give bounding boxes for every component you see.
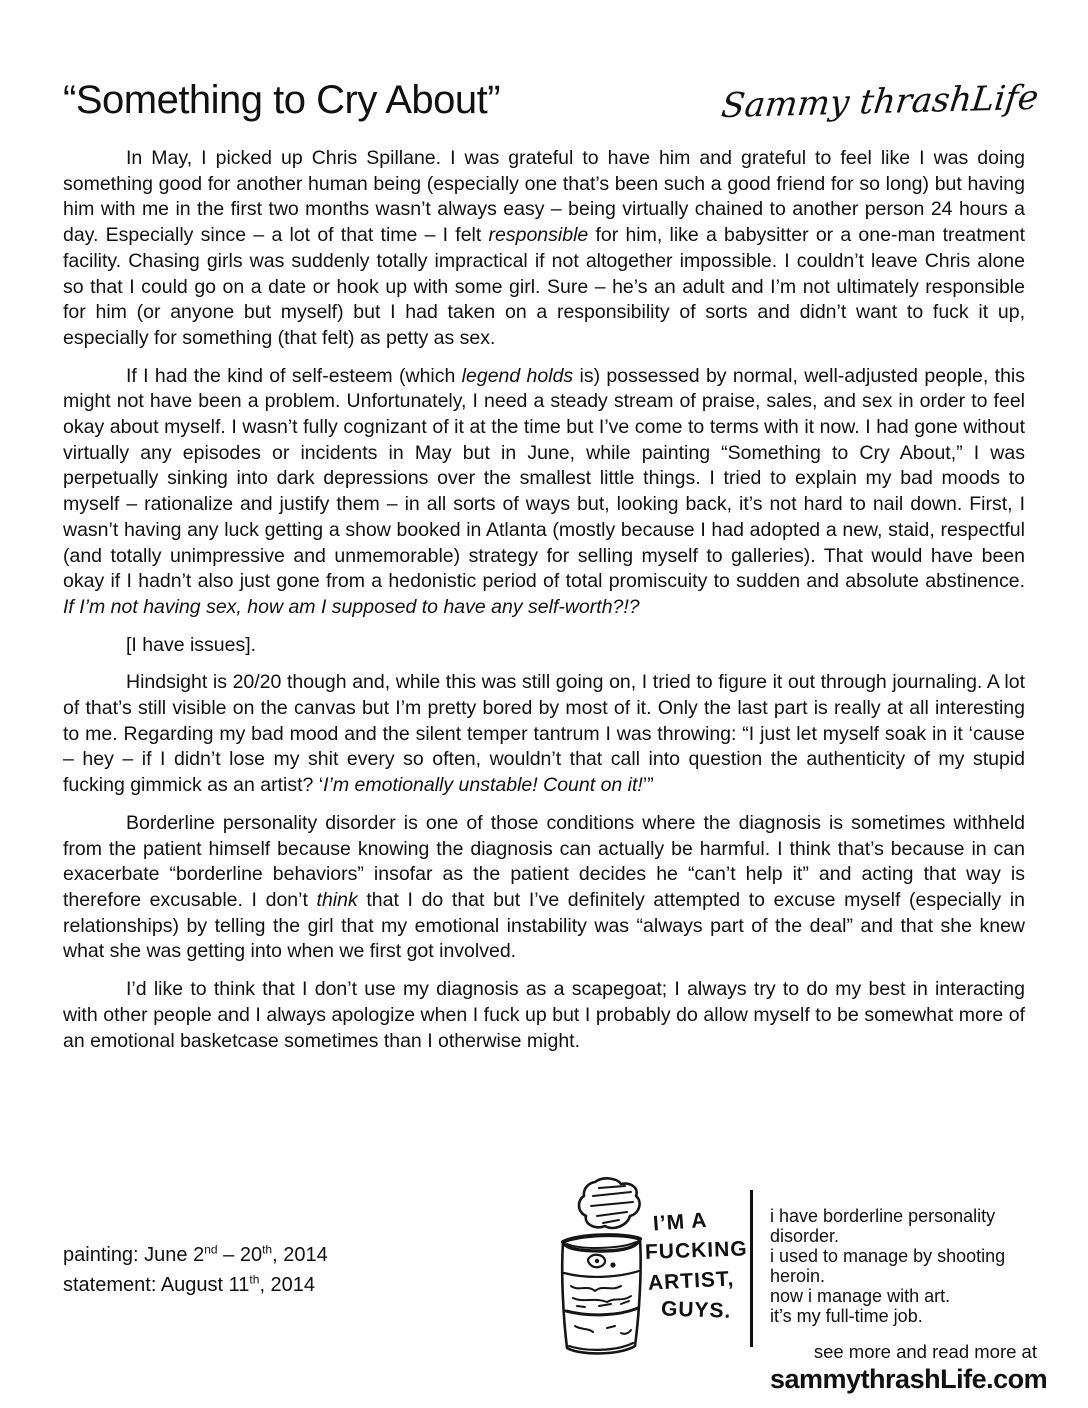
statement-date: statement: August 11th, 2014 (63, 1272, 316, 1296)
crumpled-paper-tin-can-sketch-icon (551, 1176, 653, 1363)
website-url: sammythrashLife.com (770, 1364, 1048, 1394)
artwork-dates (63, 1240, 328, 1300)
im-a-fucking-artist-caption (645, 1206, 755, 1326)
paragraph-2: If I had the kind of self-esteem (which legend holds is) possessed by normal, well-adjusted people, this might not have been a problem. Unfortunately, I need a steady stream of praise, sales, and sex in order to feel okay about myself. I wasn’t fully cognizant of it at the time but I’ve come to terms with it now. I had gone without virtually any episodes or incidents in May but in June, while painting “Something to Cry About,” I was perpetually sinking into dark depressions over the smallest little things. I tried to explain my bad moods to myself – rationalize and justify them – in all sorts of ways but, looking back, it’s not hard to nail down. First, I wasn’t having any luck getting a show booked in Atlanta (mostly because I had adopted a new, staid, respectful (and totally unimpressive and unmemorable) strategy for selling myself to galleries). That would have been okay if I hadn’t also just gone from a hedonistic period of total promiscuity to sudden and absolute abstinence. If I’m not having sex, how am I supposed to have any self-worth?!? (63, 364, 1025, 618)
paragraph-6: I’d like to think that I don’t use my diagnosis as a scapegoat; I always try to do my best in interacting with other people and I always apologize when I fuck up but I probably do allow myself to be somewhat more of an emotional basketcase sometimes than I otherwise might. (63, 978, 1025, 1052)
footer-divider (750, 1190, 753, 1347)
see-more-text: see more and read more at (813, 1341, 1037, 1362)
artist-signature-logo: Sammy thrashLife (719, 77, 1041, 127)
blurb-line: i used to manage by shooting heroin. (770, 1246, 1006, 1286)
bio-blurb (770, 1206, 1037, 1326)
paragraph-5: Borderline personality disorder is one of those conditions where the diagnosis is sometimes withheld from the patient himself because knowing the diagnosis can actually be harmful. I think that’s because in can exacerbate “borderline behaviors” insofar as the patient decides he “can’t help it” and acting that way is therefore excusable. I don’t think that I do that but I’ve definitely attempted to excuse myself (especially in relationships) by telling the girl that my emotional instability was “always part of the deal” and that she knew what she was getting into when we first got involved. (63, 811, 1025, 963)
footer-right-column (770, 1206, 1048, 1395)
paragraph-3: [I have issues]. (126, 633, 257, 656)
painting-date: painting: June 2nd – 20th, 2014 (63, 1242, 328, 1266)
caption-line: FUCKING (644, 1237, 749, 1264)
caption-line: I’M A (652, 1208, 709, 1236)
blurb-line: now i manage with art. (770, 1286, 951, 1306)
caption-line: GUYS. (660, 1297, 732, 1323)
blurb-line: it’s my full-time job. (770, 1306, 923, 1326)
page-title: “Something to Cry About” (63, 78, 501, 122)
caption-line: ARTIST, (647, 1267, 735, 1295)
statement-body (63, 146, 1025, 1066)
paragraph-1: In May, I picked up Chris Spillane. I was grateful to have him and grateful to feel like I was doing something good for another human being (especially one that’s been such a good friend for so long) but having him with me in the first two months wasn’t always easy – being virtually chained to another person 24 hours a day. Especially since – a lot of that time – I felt responsible for him, like a babysitter or a one-man treatment facility. Chasing girls was suddenly totally impractical if not altogether impossible. I couldn’t leave Chris alone so that I could go on a date or hook up with some girl. Sure – he’s an adult and I’m not ultimately responsible for him (or anyone but myself) but I had taken on a responsibility of sorts and didn’t want to fuck it up, especially for something (that felt) as petty as sex. (63, 147, 1025, 349)
blurb-line: i have borderline personality disorder. (770, 1206, 996, 1246)
paragraph-4: Hindsight is 20/20 though and, while this was still going on, I tried to figure it out through journaling. A lot of that’s still visible on the canvas but I’m pretty bored by most of it. Only the last part is really at all interesting to me. Regarding my bad mood and the silent temper tantrum I was throwing: “I just let myself soak in it ‘cause – hey – if I didn’t lose my shit every so often, wouldn’t that call into question the authenticity of my stupid fucking gimmick as an artist? ‘I’m emotionally unstable! Count on it!’” (63, 671, 1025, 797)
